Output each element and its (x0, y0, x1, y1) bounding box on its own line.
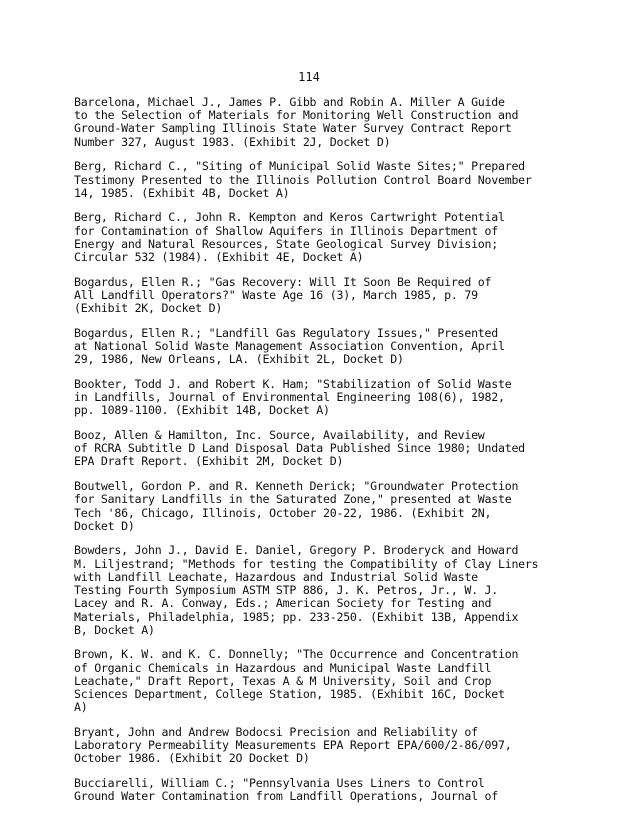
reference-line: Bogardus, Ellen R.; "Gas Recovery: Will It Soon Be Required of (74, 274, 492, 289)
reference-line: All Landfill Operators?" Waste Age 16 (3), March 1985, p. 79 (74, 287, 478, 302)
reference-line: Tech '86, Chicago, Illinois, October 20-22, 1986. (Exhibit 2N, (74, 505, 492, 520)
reference-line: (Exhibit 2K, Docket D) (74, 301, 223, 316)
reference-line: Materials, Philadelphia, 1985; pp. 233-250. (Exhibit 13B, Appendix (74, 609, 519, 624)
reference-entry (74, 378, 564, 418)
reference-line: Barcelona, Michael J., James P. Gibb and Robin A. Miller A Guide (74, 95, 505, 109)
reference-entry (74, 726, 564, 766)
reference-entry (74, 96, 564, 149)
reference-line: Bowders, John J., David E. Daniel, Gregory P. Broderyck and Howard (74, 543, 519, 558)
reference-line: 29, 1986, New Orleans, LA. (Exhibit 2L, Docket D) (74, 352, 404, 367)
reference-entry (74, 648, 564, 714)
page-number: 114 (298, 70, 320, 84)
reference-line: October 1986. (Exhibit 2O Docket D) (74, 751, 310, 766)
reference-line: Testing Fourth Symposium ASTM STP 886, J. K. Petros, Jr., W. J. (74, 583, 498, 598)
reference-line: Lacey and R. A. Conway, Eds.; American Society for Testing and (74, 596, 492, 611)
reference-line: Booz, Allen & Hamilton, Inc. Source, Availability, and Review (74, 428, 485, 443)
reference-entry (74, 480, 564, 533)
reference-line: for Sanitary Landfills in the Saturated Zone," presented at Waste (74, 492, 512, 507)
reference-line: to the Selection of Materials for Monitoring Well Construction and (74, 108, 519, 123)
reference-line: Brown, K. W. and K. C. Donnelly; "The Occurrence and Concentration (74, 647, 519, 662)
reference-line: EPA Draft Report. (Exhibit 2M, Docket D) (74, 454, 344, 469)
reference-line: with Landfill Leachate, Hazardous and Industrial Solid Waste (74, 569, 478, 584)
reference-line: B, Docket A) (74, 622, 155, 637)
reference-line: of Organic Chemicals in Hazardous and Municipal Waste Landfill (74, 660, 492, 675)
reference-line: pp. 1089-1100. (Exhibit 14B, Docket A) (74, 403, 330, 418)
reference-line: Number 327, August 1983. (Exhibit 2J, Docket D) (74, 134, 391, 149)
reference-line: Berg, Richard C., John R. Kempton and Keros Cartwright Potential (74, 210, 505, 225)
reference-line: Circular 532 (1984). (Exhibit 4E, Docket A) (74, 250, 364, 265)
reference-line: A) (74, 700, 88, 715)
reference-entry (74, 160, 564, 200)
reference-line: Berg, Richard C., "Siting of Municipal Solid Waste Sites;" Prepared (74, 159, 525, 174)
reference-line: Energy and Natural Resources, State Geological Survey Division; (74, 236, 498, 251)
reference-entry (74, 211, 564, 264)
reference-line: Bryant, John and Andrew Bodocsi Precision and Reliability of (74, 724, 478, 739)
reference-line: Bucciarelli, William C.; "Pennsylvania Uses Liners to Control (74, 776, 485, 791)
reference-line: Ground-Water Sampling Illinois State Water Survey Contract Report (74, 121, 512, 136)
reference-entry (74, 429, 564, 469)
reference-line: Testimony Presented to the Illinois Pollution Control Board November (74, 172, 532, 187)
reference-entry (74, 777, 564, 803)
reference-line: in Landfills, Journal of Environmental Engineering 108(6), 1982, (74, 390, 505, 405)
reference-entry (74, 276, 564, 316)
reference-line: Bookter, Todd J. and Robert K. Ham; "Stabilization of Solid Waste (74, 376, 512, 391)
reference-line: for Contamination of Shallow Aquifers in Illinois Department of (74, 223, 498, 238)
reference-line: Sciences Department, College Station, 1985. (Exhibit 16C, Docket (74, 687, 505, 702)
reference-line: 14, 1985. (Exhibit 4B, Docket A) (74, 185, 290, 200)
reference-entry (74, 544, 564, 636)
reference-entry (74, 327, 564, 367)
reference-line: of RCRA Subtitle D Land Disposal Data Published Since 1980; Undated (74, 441, 525, 456)
reference-list (74, 96, 564, 815)
reference-line: Ground Water Contamination from Landfill Operations, Journal of (74, 789, 498, 804)
reference-line: M. Liljestrand; "Methods for testing the Compatibility of Clay Liners (74, 556, 539, 571)
reference-line: Laboratory Permeability Measurements EPA Report EPA/600/2-86/097, (74, 738, 512, 753)
reference-line: at National Solid Waste Management Association Convention, April (74, 339, 505, 354)
reference-line: Boutwell, Gordon P. and R. Kenneth Derick; "Groundwater Protection (74, 479, 519, 494)
reference-line: Docket D) (74, 518, 135, 533)
reference-line: Bogardus, Ellen R.; "Landfill Gas Regulatory Issues," Presented (74, 325, 498, 340)
reference-line: Leachate," Draft Report, Texas A & M University, Soil and Crop (74, 673, 492, 688)
